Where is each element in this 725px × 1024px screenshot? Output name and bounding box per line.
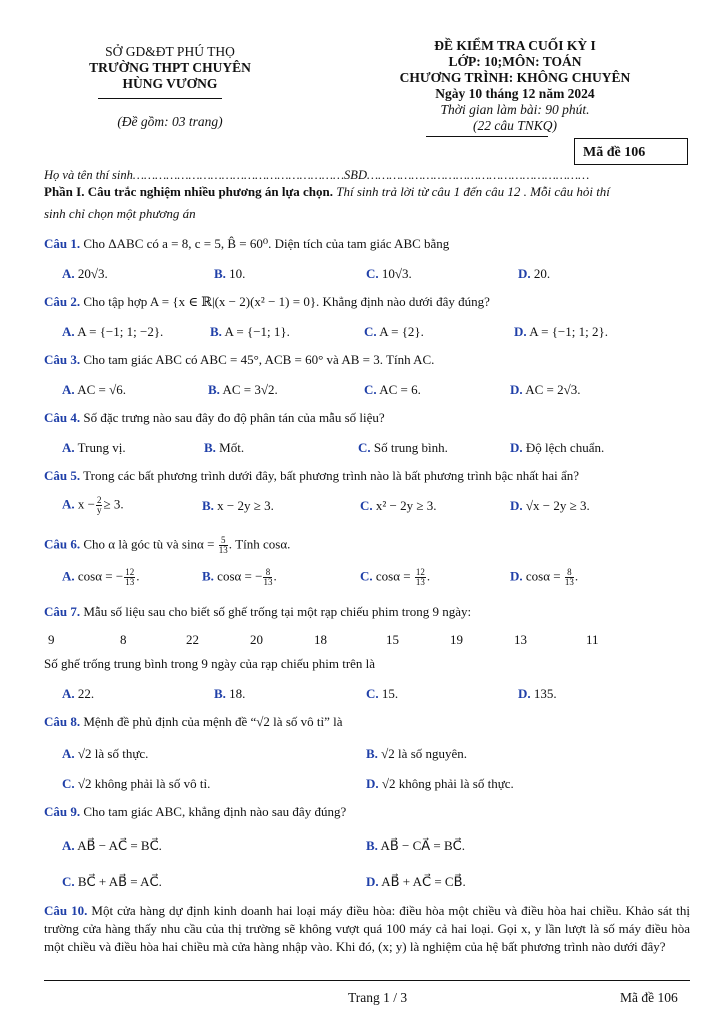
option-letter: B. <box>210 324 222 339</box>
question-text: Cho tam giác ABC, khẳng định nào sau đây đúng? <box>80 804 347 819</box>
data-value: 22 <box>186 632 199 647</box>
option-text: AB⃗ − CA⃗ = BC⃗. <box>380 838 466 853</box>
part1-heading <box>44 184 695 200</box>
school-name-2: HÙNG VƯƠNG <box>122 76 218 91</box>
q1-option-c[interactable] <box>366 266 412 282</box>
question-count: (22 câu TNKQ) <box>473 118 557 133</box>
q9-option-a[interactable] <box>62 838 162 854</box>
question-text: Số đặc trưng nào sau đây đo độ phân tán của mẫu số liệu? <box>80 410 385 425</box>
option-letter: B. <box>204 440 216 455</box>
q4-option-b[interactable] <box>204 440 244 456</box>
q9-option-c[interactable] <box>62 874 162 890</box>
option-letter: D. <box>366 776 379 791</box>
question-7-followup: Số ghế trống trung bình trong 9 ngày của rạp chiếu phim trên là <box>44 656 376 671</box>
option-text: Độ lệch chuẩn. <box>525 440 605 455</box>
question-label: Câu 7. <box>44 604 81 619</box>
option-text: √2 không phải là số thực. <box>381 776 514 791</box>
option-text: 15. <box>381 686 399 701</box>
q4-option-d[interactable] <box>510 440 604 456</box>
option-text: AB⃗ + AC⃗ = CB⃗. <box>381 874 466 889</box>
option-text: AC = 3√2. <box>222 382 278 397</box>
question-text: Cho tập hợp A = {x ∈ ℝ|(x − 2)(x² − 1) = 0}. Khẳng định nào dưới đây đúng? <box>80 294 490 309</box>
q2-option-a[interactable] <box>62 324 163 340</box>
option-text: √2 là số thực. <box>77 746 149 761</box>
question-label: Câu 3. <box>44 352 81 367</box>
header-right <box>330 38 700 134</box>
fraction-numerator: 8 <box>565 568 574 578</box>
q7-option-c[interactable] <box>366 686 398 702</box>
q3-option-d[interactable] <box>510 382 580 398</box>
question-text: . Tính cosα. <box>228 536 291 552</box>
option-letter: C. <box>366 686 379 701</box>
footer-rule <box>44 980 690 981</box>
q5-option-b[interactable] <box>202 498 274 514</box>
data-value: 19 <box>450 632 463 647</box>
option-letter: A. <box>62 266 75 281</box>
fraction-denominator: 13 <box>218 545 228 555</box>
exam-title: ĐỀ KIỂM TRA CUỐI KỲ I <box>434 38 596 53</box>
fraction-numerator: 5 <box>219 536 228 546</box>
fraction <box>263 568 272 587</box>
question-8 <box>44 714 343 730</box>
option-letter: B. <box>214 266 226 281</box>
part1-instruction-2: sinh chỉ chọn một phương án <box>44 206 196 221</box>
q6-option-d[interactable]: D. cosα = $\frac{8}{13}$ . <box>510 567 579 587</box>
q2-option-b[interactable] <box>210 324 290 340</box>
exam-code-box: Mã đề 106 <box>574 138 688 165</box>
question-label: Câu 2. <box>44 294 81 309</box>
option-letter: D. <box>510 382 523 397</box>
question-2 <box>44 294 490 310</box>
option-text: √x − 2y ≥ 3. <box>525 498 590 513</box>
footer-exam-code: Mã đề 106 <box>620 990 678 1005</box>
option-text: Trung vị. <box>77 440 126 455</box>
header-right-rule <box>426 136 548 137</box>
q6-option-c[interactable]: C. cosα = $\frac{12}{13}$ . <box>360 567 431 587</box>
question-text: Mẫu số liệu sau cho biết số ghế trống tại một rạp chiếu phim trong 9 ngày: <box>80 604 472 619</box>
school-name-1: TRƯỜNG THPT CHUYÊN <box>89 60 251 75</box>
q3-option-b[interactable] <box>208 382 278 398</box>
q6-option-b[interactable]: B. cosα = − $\frac{8}{13}$ . <box>202 567 277 587</box>
q9-option-d[interactable] <box>366 874 466 890</box>
fraction-denominator: 13 <box>564 577 574 587</box>
q9-option-b[interactable] <box>366 838 465 854</box>
question-6 <box>44 536 290 555</box>
data-value: 15 <box>386 632 399 647</box>
option-letter: C. <box>358 440 371 455</box>
question-label: Câu 6. <box>44 536 81 552</box>
fraction <box>219 536 228 555</box>
option-text: A = {−1; 1; −2}. <box>77 324 164 339</box>
option-letter: A. <box>62 496 75 512</box>
option-text: A = {−1; 1; 2}. <box>529 324 608 339</box>
option-text: √2 không phải là số vô tỉ. <box>77 776 211 791</box>
q1-option-d[interactable] <box>518 266 550 282</box>
option-letter: C. <box>360 568 373 584</box>
q4-option-a[interactable] <box>62 440 126 456</box>
option-text: 20√3. <box>77 266 108 281</box>
part1-instruction: Thí sinh trả lời từ câu 1 đến câu 12 . Mỗi câu hỏi thí <box>333 184 610 199</box>
option-text: AB⃗ − AC⃗ = BC⃗. <box>77 838 162 853</box>
option-text: x² − 2y ≥ 3. <box>375 498 437 513</box>
option-letter: D. <box>366 874 379 889</box>
option-letter: C. <box>364 382 377 397</box>
option-letter: A. <box>62 838 75 853</box>
option-text: x − 2y ≥ 3. <box>217 498 274 513</box>
q8-option-c[interactable] <box>62 776 210 792</box>
q7-option-a[interactable] <box>62 686 94 702</box>
option-text: x − <box>77 496 95 512</box>
option-text: cosα = <box>375 568 411 584</box>
option-letter: B. <box>214 686 226 701</box>
question-7 <box>44 604 471 620</box>
option-letter: C. <box>62 874 75 889</box>
option-text: 135. <box>533 686 557 701</box>
question-label: Câu 4. <box>44 410 81 425</box>
q7-option-b[interactable] <box>214 686 245 702</box>
question-1 <box>44 236 449 252</box>
data-value: 9 <box>48 632 55 647</box>
option-text: ≥ 3. <box>103 496 124 512</box>
exam-time: Thời gian làm bài: 90 phút. <box>440 102 590 117</box>
option-text: A = {2}. <box>379 324 424 339</box>
option-letter: A. <box>62 382 75 397</box>
question-label: Câu 8. <box>44 714 81 729</box>
option-letter: A. <box>62 324 75 339</box>
option-text: cosα = − <box>77 568 124 584</box>
q5-option-d[interactable] <box>510 498 590 514</box>
q1-option-b[interactable] <box>214 266 245 282</box>
question-text: Cho tam giác ABC có ABC = 45°, ACB = 60° và AB = 3. Tính AC. <box>80 352 435 367</box>
option-letter: A. <box>62 568 75 584</box>
program: CHƯƠNG TRÌNH: KHÔNG CHUYÊN <box>399 70 631 85</box>
fraction <box>124 568 135 587</box>
q3-option-a[interactable] <box>62 382 126 398</box>
pages-note: (Đề gồm: 03 trang) <box>117 114 223 129</box>
option-letter: B. <box>202 498 214 513</box>
q6-option-a[interactable]: A. cosα = − $\frac{12}{13}$ . <box>62 567 140 587</box>
fraction-denominator: 13 <box>125 577 135 587</box>
q2-option-d[interactable] <box>514 324 608 340</box>
question-5 <box>44 468 579 484</box>
question-text: Cho ΔABC có a = 8, c = 5, B̂ = 60⁰. Diện tích của tam giác ABC bằng <box>80 236 450 251</box>
option-text: A = {−1; 1}. <box>224 324 290 339</box>
dept-name: SỞ GD&ĐT PHÚ THỌ <box>105 44 235 59</box>
header-left <box>60 44 280 92</box>
data-value: 18 <box>314 632 327 647</box>
q4-option-c[interactable] <box>358 440 448 456</box>
q5-option-a[interactable] <box>62 496 124 515</box>
option-text: AC = 6. <box>379 382 421 397</box>
option-letter: C. <box>366 266 379 281</box>
question-4 <box>44 410 385 426</box>
option-text: cosα = − <box>217 568 263 584</box>
option-text: 10√3. <box>381 266 412 281</box>
grade-subject: LỚP: 10;MÔN: TOÁN <box>448 54 582 69</box>
q8-option-b[interactable] <box>366 746 467 762</box>
question-label: Câu 9. <box>44 804 81 819</box>
option-text: 10. <box>229 266 246 281</box>
data-value: 8 <box>120 632 127 647</box>
fraction-numerator: 12 <box>415 567 425 577</box>
part1-title: Phần I. Câu trắc nghiệm nhiều phương án lựa chọn. <box>44 184 334 199</box>
q5-option-c[interactable] <box>360 498 437 514</box>
option-text: 18. <box>229 686 246 701</box>
fraction-numerator: 12 <box>125 567 135 577</box>
question-text: Một cửa hàng dự định kinh doanh hai loại máy điều hòa: điều hòa một chiều và điều hòa hai chiều. Khảo sát thị trường cửa hàng thấy nhu cầu của thị trường sẽ không vượt quá 100 máy cả hai loại. Gọi x, y lần lượt là số máy điều hòa một chiều và điều hòa hai chiều mà cửa hàng nhập vào. Khi đó, (x; y) là nghiệm của hệ bất phương trình nào dưới đây? <box>44 903 690 954</box>
option-text: Số trung bình. <box>373 440 448 455</box>
option-letter: B. <box>208 382 220 397</box>
option-letter: A. <box>62 746 75 761</box>
student-info-line: Họ và tên thí sinh…………………………………………………SBD…………………………………………………… <box>44 168 590 182</box>
option-letter: B. <box>366 746 378 761</box>
option-text: 20. <box>533 266 551 281</box>
fraction-numerator: 8 <box>263 568 272 578</box>
option-letter: D. <box>510 568 523 584</box>
option-text: AC = 2√3. <box>525 382 581 397</box>
q8-option-d[interactable] <box>366 776 514 792</box>
option-text: 22. <box>77 686 95 701</box>
data-value: 11 <box>586 632 599 647</box>
option-letter: D. <box>514 324 527 339</box>
question-label: Câu 10. <box>44 903 88 918</box>
question-text: Mệnh đề phủ định của mệnh đề “√2 là số vô tỉ” là <box>80 714 343 729</box>
fraction <box>415 568 426 587</box>
option-letter: D. <box>510 498 523 513</box>
page-number: Trang 1 / 3 <box>348 990 408 1005</box>
fraction-denominator: 13 <box>415 577 425 587</box>
option-letter: B. <box>202 568 214 584</box>
option-letter: C. <box>364 324 377 339</box>
q2-option-c[interactable] <box>364 324 424 340</box>
fraction-denominator: y <box>96 505 102 515</box>
q7-option-d[interactable] <box>518 686 557 702</box>
option-letter: D. <box>510 440 523 455</box>
data-value: 20 <box>250 632 263 647</box>
question-text: Cho α là góc tù và sinα = <box>80 536 215 552</box>
data-value: 13 <box>514 632 527 647</box>
option-letter: A. <box>62 686 75 701</box>
option-text: cosα = <box>525 568 561 584</box>
option-text: AC = √6. <box>77 382 126 397</box>
question-label: Câu 1. <box>44 236 81 251</box>
option-text: √2 là số nguyên. <box>381 746 468 761</box>
exam-date: Ngày 10 tháng 12 năm 2024 <box>435 86 595 101</box>
option-text: BC⃗ + AB⃗ = AC⃗. <box>77 874 162 889</box>
question-text: Trong các bất phương trình dưới đây, bất phương trình nào là bất phương trình bậc nhất hai ẩn? <box>80 468 580 483</box>
header-left-rule <box>98 98 222 99</box>
option-letter: D. <box>518 266 531 281</box>
fraction <box>96 496 103 515</box>
option-text: Mốt. <box>219 440 245 455</box>
question-label: Câu 5. <box>44 468 81 483</box>
option-letter: C. <box>62 776 75 791</box>
question-9 <box>44 804 346 820</box>
fraction <box>565 568 574 587</box>
q3-option-c[interactable] <box>364 382 421 398</box>
fraction-denominator: 13 <box>263 577 273 587</box>
question-10 <box>44 902 690 956</box>
option-letter: C. <box>360 498 373 513</box>
question-3 <box>44 352 434 368</box>
fraction-numerator: 2 <box>96 495 102 505</box>
q1-option-a[interactable] <box>62 266 108 282</box>
option-letter: A. <box>62 440 75 455</box>
option-letter: D. <box>518 686 531 701</box>
option-letter: B. <box>366 838 378 853</box>
q8-option-a[interactable] <box>62 746 148 762</box>
